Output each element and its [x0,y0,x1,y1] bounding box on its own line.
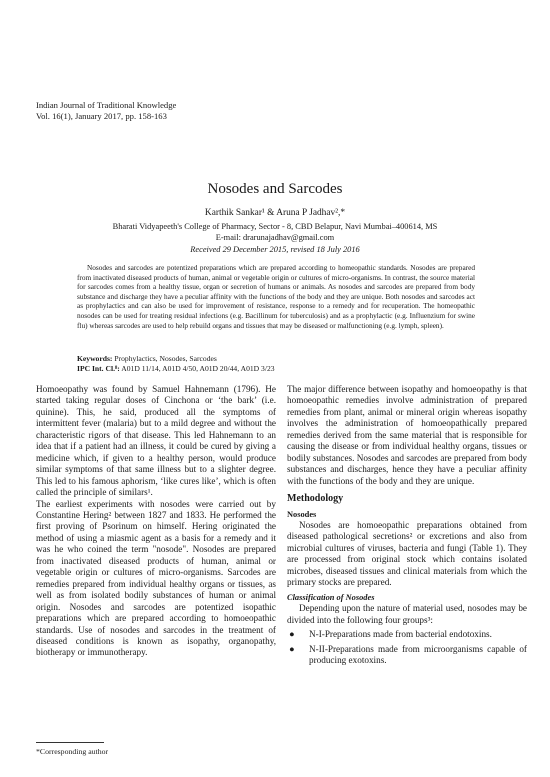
classification-paragraph: Depending upon the nature of material used, nosodes may be divided into the following four groups³: [287,603,527,625]
keywords-block [77,354,475,374]
journal-name: Indian Journal of Traditional Knowledge [36,100,177,110]
affiliation: Bharati Vidyapeeth's College of Pharmacy, Sector - 8, CBD Belapur, Navi Mumbai–400614, MS [112,222,438,231]
abstract: Nosodes and sarcodes are potentized preparations which are prepared according to homeopathic standards. Nosodes are prepared from inactivated diseased products of human, animal or vegetable origin or cultures of micro-organisms. In contrast, the source material for sarcodes comes from a healthy tissue, organ or secretion of humans or animals. As nosodes and sarcodes are prepared from body substance and discharge they have a peculiar affinity with the functions of the body and they are unique. Both nosodes and sarcodes act as prophylactics and can also be used for improvement of resistance, response to a remedy and for recuperation. The homeopathic nosodes can be used for treating residual infections (e.g. Bacillinum for tuberculosis) and as a prophylactic (e.g. Influenzium for swine flu) whereas sarcodes are used to help rebuild organs and tissues that may be diseased or malfunctioning (e.g. lymph, spleen). [77,263,475,330]
ipc-codes: A01D 11/14, A01D 4/50, A01D 20/44, A01D 3/23 [121,363,275,373]
intro-paragraph-2: The earliest experiments with nosodes were carried out by Constantine Hering² between 1827 and 1833. He performed the first proving of Psorinum on himself. Hering originated the method of using a miasmic agent as a basis for a remedy and it was he who coined the term "nosode". Nosodes are prepared from inactivated diseased products of human, animal or vegetable origin or cultures of micro-organisms. Sarcodes are remedies prepared from individual healthy organs or tissues, as well as from isolated bodily substances of human or animal origin. Nosodes and sarcodes are potentized isopathic preparations which are prepared according to homoeopathic standards. Use of nosodes and sarcodes in the treatment of diseased conditions is known as isopathy, organopathy, biotherapy or immunotherapy. [36,498,276,658]
article-title: Nosodes and Sarcodes [207,181,343,197]
list-item-text: N-I-Preparations made from bacterial endotoxins. [309,629,492,640]
list-item-text: N-II-Preparations made from microorganisms capable of producing exotoxins. [309,643,527,665]
received-dates: Received 29 December 2015, revised 18 July 2016 [190,245,360,254]
keywords: Prophylactics, Nosodes, Sarcodes [114,354,217,363]
affiliation-block [0,222,550,243]
ipc-label: IPC Int. Cl.⁸: [77,363,120,373]
methodology-heading: Methodology [287,493,344,505]
journal-volume: Vol. 16(1), January 2017, pp. 158-163 [36,111,167,121]
classification-heading: Classification of Nosodes [287,592,375,602]
footnote: *Corresponding author [36,747,109,756]
left-column [36,384,276,659]
list-item [287,629,527,640]
list-item [287,644,527,667]
journal-header [36,100,176,122]
keywords-label: Keywords: [77,354,113,363]
isopathy-paragraph: The major difference between isopathy and homoeopathy is that homoeopathic remedies involve administration of prepared remedies from plant, animal or mineral origin whereas isopathy involves the administration of homoeopathically prepared remedies derived from the same material that is responsible for causing the disease or from individual healthy organs, tissues or bodily substances. Nosodes and sarcodes are prepared from body substances and discharges, hence they have a peculiar affinity with the functions of the body and they are unique. [287,384,527,486]
right-column [287,384,527,666]
bullet-icon: ● [289,629,295,640]
nosodes-heading: Nosodes [287,509,317,519]
ipc-line [77,364,475,374]
email: E-mail: drarunajadhav@gmail.com [215,232,335,242]
intro-paragraph-1: Homoeopathy was found by Samuel Hahnemann (1796). He started taking regular doses of Cinchona or ‘the bark’ (i.e. quinine). This, he said, produced all the symptoms of intermittent fever (malaria) but to a mild degree and without the characteristic rigors of that disease. This led Hahnemann to an idea that if a patient had an illness, it could be cured by giving a medicine which, if given to a healthy person, would produce similar symptoms of that same illness but to a slighter degree. This led to his famous aphorism, ‘like cures like’, which is often called the principle of similars¹. [36,384,276,498]
nosodes-paragraph: Nosodes are homoeopathic preparations obtained from diseased pathological secretions² or excretions and also from microbial cultures of viruses, bacteria and fungi (Table 1). They are processed from original stock which contains isolated microbes, diseased tissues and clinical materials from which the primary stocks are prepared. [287,519,527,588]
keywords-line [77,354,475,364]
article-authors: Karthik Sankar¹ & Aruna P Jadhav²,* [204,208,346,218]
footnote-divider [36,742,104,743]
bullet-icon: ● [289,643,295,654]
